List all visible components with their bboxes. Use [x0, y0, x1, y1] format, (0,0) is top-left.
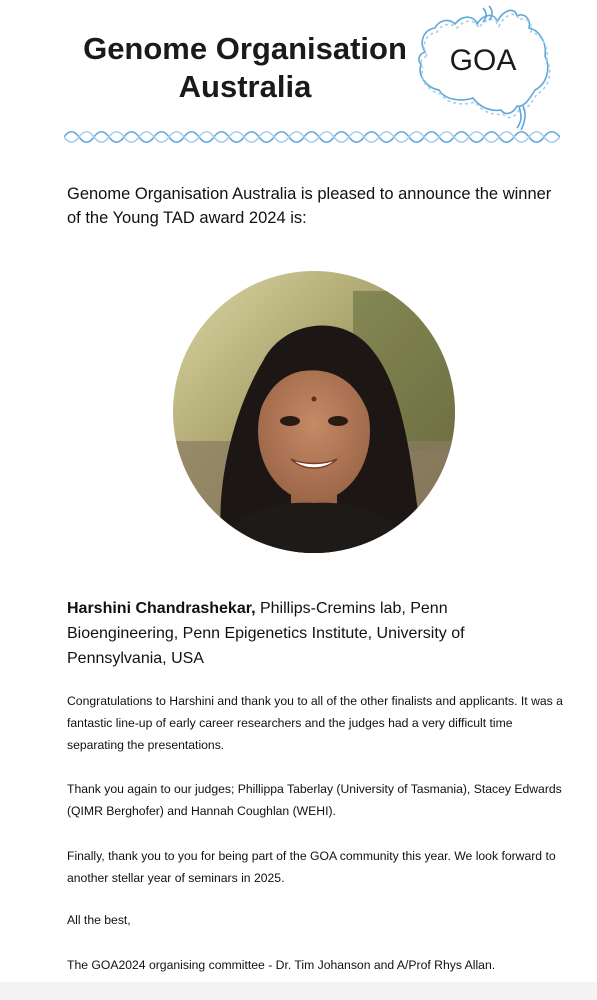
goa-logo	[405, 2, 560, 137]
page-footer-band	[0, 982, 597, 1000]
winner-portrait-photo	[173, 271, 455, 553]
org-name-line1: Genome Organisation	[83, 31, 407, 66]
goa-logo-text: GOA	[449, 44, 517, 77]
newsletter-header	[0, 0, 597, 150]
winner-name: Harshini Chandrashekar,	[67, 600, 256, 617]
organisation-title	[70, 30, 420, 106]
committee-signature: The GOA2024 organising committee - Dr. Tim Johanson and A/Prof Rhys Allan.	[67, 958, 496, 972]
judges-paragraph: Thank you again to our judges; Phillippa Taberlay (University of Tasmania), Stacey Edwards (QIMR Berghofer) and Hannah Coughlan (WEHI).	[67, 782, 562, 818]
announcement-text: Genome Organisation Australia is pleased to announce the winner of the Young TAD award 2024 is:	[67, 185, 552, 227]
org-name-line2: Australia	[178, 69, 312, 104]
dna-divider-icon	[64, 128, 560, 146]
signoff-text: All the best,	[67, 913, 131, 927]
winner-details	[67, 596, 547, 671]
closing-paragraph: Finally, thank you to you for being part of the GOA community this year. We look forward to another stellar year of seminars in 2025.	[67, 849, 556, 885]
congratulations-paragraph: Congratulations to Harshini and thank you to all of the other finalists and applicants. It was a fantastic line-up of early career researchers and the judges had a very difficult time separating the presentations.	[67, 694, 563, 752]
winner-affiliation: Phillips-Cremins lab, Penn Bioengineering, Penn Epigenetics Institute, University of Pennsylvania, USA	[67, 600, 465, 667]
